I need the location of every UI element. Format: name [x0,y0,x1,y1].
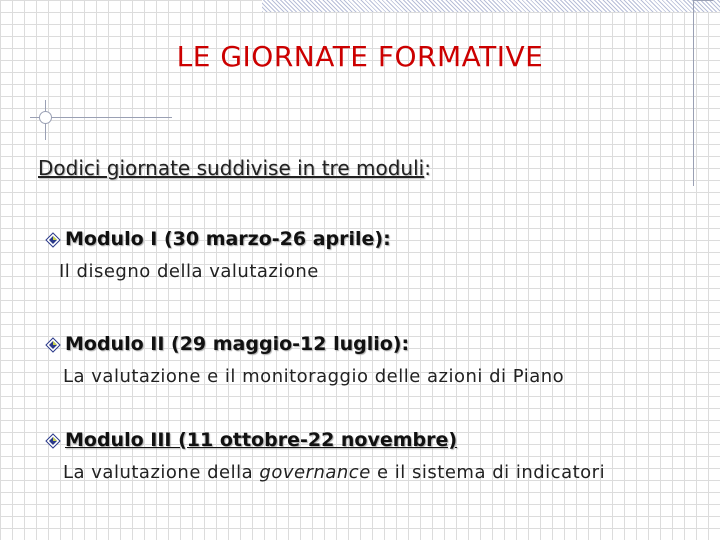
divider-ring-icon [39,111,52,124]
module-description: La valutazione e il monitoraggio delle azioni di Piano [63,366,565,387]
module-heading: Modulo II (29 maggio-12 luglio): [65,333,410,355]
module-description: La valutazione della governance e il sistema di indicatori [63,462,606,483]
diamond-bullet-icon [45,433,61,449]
right-decor-tick [693,0,713,1]
right-decor-line [693,0,694,186]
slide-title: LE GIORNATE FORMATIVE [176,40,544,73]
diamond-bullet-icon [45,337,61,353]
module-heading: Modulo I (30 marzo-26 aprile): [65,228,391,250]
intro-text [38,156,431,180]
intro-underlined-text: Dodici giornate suddivise in tre moduli [38,156,425,180]
module-heading: Modulo III (11 ottobre-22 novembre) [65,429,458,451]
header-hatch-band [262,0,720,12]
diamond-bullet-icon [45,232,61,248]
module-description: Il disegno della valutazione [59,261,319,282]
intro-colon: : [424,156,431,180]
